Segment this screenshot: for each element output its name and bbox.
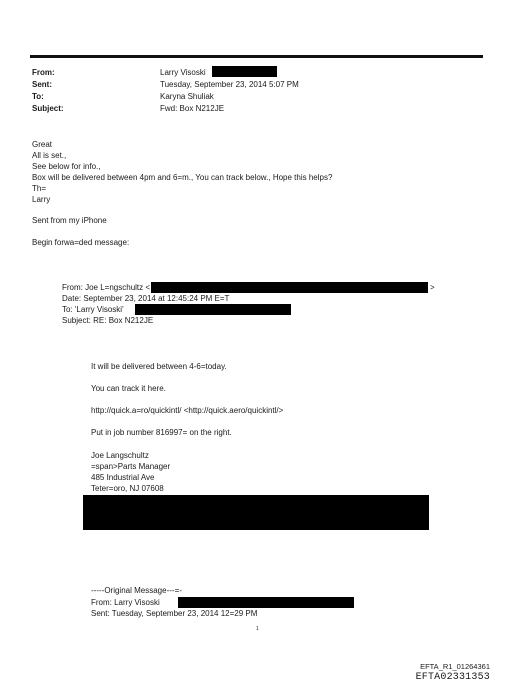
fwd-date: Date: September 23, 2014 at 12:45:24 PM E=T (62, 294, 230, 303)
efta-id-large: EFTA02331353 (415, 672, 490, 683)
body-line: See below for info., (32, 162, 101, 171)
fwd-from: From: Joe L=ngschultz < (62, 283, 151, 292)
fwd-subject: Subject: RE: Box N212JE (62, 316, 154, 325)
original-from: From: Larry Visoski (91, 598, 160, 607)
body-line: Larry (32, 195, 51, 204)
fwd-to: To: 'Larry Visoski' (62, 305, 124, 314)
body-line: Box will be delivered between 4pm and 6=m., You can track below., Hope this helps? (32, 173, 333, 182)
begin-forwarded-line: Begin forwa=ded message: (32, 238, 130, 247)
subject-label: Subject: (32, 104, 64, 113)
body-line: All is set., (32, 151, 67, 160)
from-label: From: (32, 68, 55, 77)
subject-value: Fwd: Box N212JE (160, 104, 225, 113)
quoted-delivered: It will be delivered between 4-6=today. (91, 362, 227, 371)
quoted-track: You can track it here. (91, 384, 166, 393)
to-value: Karyna Shuliak (160, 92, 214, 101)
quoted-url: http://quick.a=ro/quickintl/ <http://quick.aero/quickintl/> (91, 406, 284, 415)
efta-id-small: EFTA_R1_01264361 (420, 662, 490, 671)
redaction-box (212, 66, 277, 77)
header-rule (30, 55, 483, 58)
original-marker: -----Original Message---=- (91, 586, 182, 595)
redaction-box (83, 495, 429, 530)
sent-from-line: Sent from my iPhone (32, 216, 107, 225)
from-value: Larry Visoski (160, 68, 206, 77)
to-label: To: (32, 92, 44, 101)
signature-name: Joe Langschultz (91, 451, 149, 460)
page-number: 1 (256, 626, 259, 632)
fwd-from-tail: > (430, 283, 435, 292)
signature-title: =span>Parts Manager (91, 462, 171, 471)
redaction-box (151, 282, 428, 293)
body-line: Th= (32, 184, 47, 193)
signature-address: 485 Industrial Ave (91, 473, 155, 482)
sent-value: Tuesday, September 23, 2014 5:07 PM (160, 80, 299, 89)
body-line: Great (32, 140, 53, 149)
redaction-box (178, 597, 354, 608)
signature-address: Teter=oro, NJ 07608 (91, 484, 164, 493)
redaction-box (135, 304, 291, 315)
quoted-job: Put in job number 816997= on the right. (91, 428, 232, 437)
sent-label: Sent: (32, 80, 52, 89)
original-sent: Sent: Tuesday, September 23, 2014 12=29 PM (91, 609, 258, 618)
